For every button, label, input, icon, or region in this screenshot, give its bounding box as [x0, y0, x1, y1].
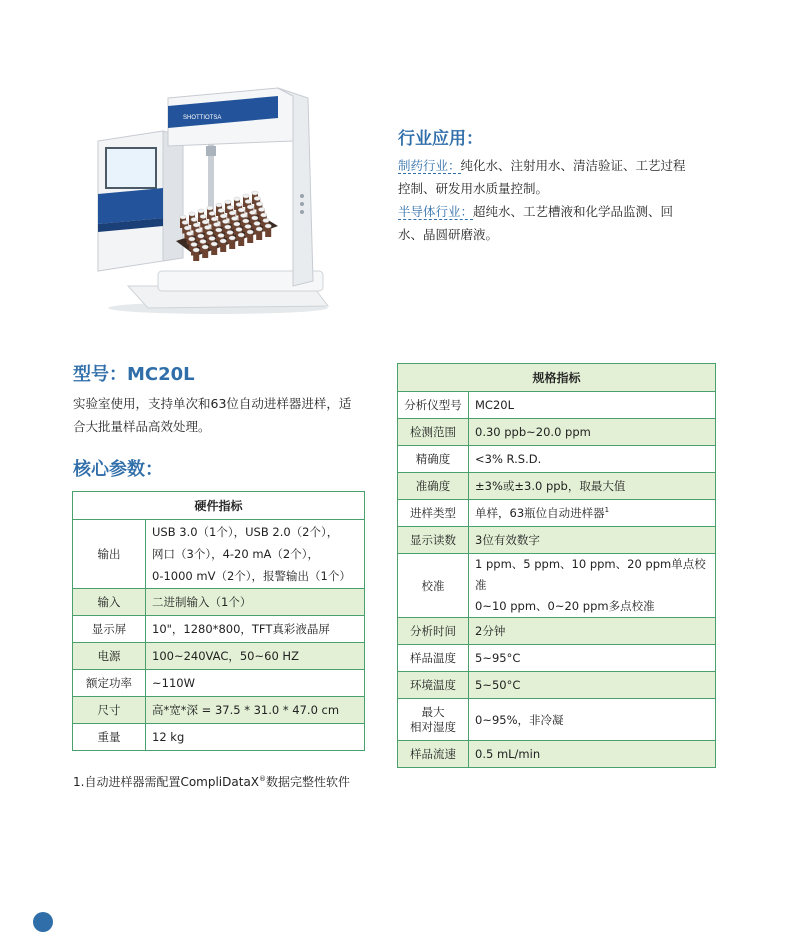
calibration-line1: 1 ppm、5 ppm、10 ppm、20 ppm单点校准: [475, 557, 706, 592]
row-key: 显示屏: [73, 616, 146, 643]
vial-cap: [227, 231, 233, 235]
vial-cap: [220, 214, 226, 218]
vial-cap: [211, 217, 217, 221]
table-row: [73, 697, 365, 724]
calibration-line2: 0~10 ppm、0~20 ppm多点校准: [475, 599, 655, 613]
row-value: 0.30 ppb~20.0 ppm: [469, 419, 716, 446]
pharma-line1: 纯化水、注射用水、清洁验证、工艺过程: [460, 158, 686, 173]
vial-cap: [198, 234, 204, 238]
vial-cap: [252, 191, 258, 195]
row-key: 分析时间: [398, 618, 469, 645]
vial-cap: [207, 231, 213, 235]
vial-cap: [182, 221, 188, 225]
vial-cap: [234, 197, 240, 201]
semi-line1: 超纯水、工艺槽液和化学品监测、回: [473, 204, 674, 219]
vial-cap: [218, 234, 224, 238]
vial-cap: [193, 248, 199, 252]
row-key: 分析仪型号: [398, 392, 469, 419]
product-image: [88, 86, 338, 316]
industry-body: [398, 154, 728, 246]
vial-cap: [193, 223, 199, 227]
table-row: [398, 741, 716, 768]
humidity-key-line1: 最大: [421, 704, 445, 719]
output-line1: USB 3.0（1个），USB 2.0（2个），: [152, 525, 339, 539]
vial-cap: [229, 211, 235, 215]
vial-cap: [249, 211, 255, 215]
hardware-header: 硬件指标: [73, 492, 365, 520]
row-key: 额定功率: [73, 670, 146, 697]
row-value: 0.5 mL/min: [469, 741, 716, 768]
table-row: [73, 589, 365, 616]
row-value: ±3%或±3.0 ppb，取最大值: [469, 473, 716, 500]
pharma-line2: 控制、研发用水质量控制。: [398, 181, 549, 196]
device-brand: SHOTTIOTSA: [183, 115, 222, 121]
vial-cap: [204, 226, 210, 230]
table-row: [398, 473, 716, 500]
table-row: [73, 670, 365, 697]
row-value: 高*宽*深 = 37.5 * 31.0 * 47.0 cm: [146, 697, 365, 724]
vial-cap: [227, 206, 233, 210]
vial-cap: [195, 229, 201, 233]
table-row: [398, 618, 716, 645]
vial-cap: [256, 202, 262, 206]
row-value: [469, 500, 716, 527]
row-value: 2分钟: [469, 618, 716, 645]
vial-cap: [218, 209, 224, 213]
model-title: 型号：MC20L: [73, 364, 195, 385]
vial-cap: [263, 219, 269, 223]
table-row: [398, 527, 716, 554]
humidity-key-line2: 相对湿度: [410, 719, 456, 734]
vial-cap: [186, 232, 192, 236]
table-row: [73, 520, 365, 589]
row-key: 检测范围: [398, 419, 469, 446]
vial-cap: [189, 212, 195, 216]
vial-cap: [236, 203, 242, 207]
vial-cap: [240, 214, 246, 218]
vial-cap: [191, 243, 197, 247]
row-key: 输出: [73, 520, 146, 589]
vial-cap: [209, 237, 215, 241]
vial-cap: [216, 203, 222, 207]
row-key: 校准: [398, 554, 469, 618]
row-key: 电源: [73, 643, 146, 670]
vial-cap: [243, 219, 249, 223]
vial-cap: [202, 245, 208, 249]
row-key: 准确度: [398, 473, 469, 500]
vial-cap: [261, 213, 267, 217]
model-desc-line1: 实验室使用，支持单次和63位自动进样器进样，适: [73, 396, 352, 411]
vial-cap: [254, 222, 260, 226]
table-row: [398, 699, 716, 741]
core-title: 核心参数：: [73, 459, 163, 480]
table-row: [398, 554, 716, 618]
table-row: [73, 616, 365, 643]
footnote: [73, 773, 350, 790]
row-value: ~110W: [146, 670, 365, 697]
vial-cap: [213, 223, 219, 227]
vial-cap: [189, 237, 195, 241]
vial-cap: [202, 220, 208, 224]
footnote-ref: 1: [604, 506, 610, 515]
vial-cap: [191, 218, 197, 222]
vial-cap: [211, 242, 217, 246]
vial-cap: [238, 208, 244, 212]
table-row: [398, 645, 716, 672]
row-key: 输入: [73, 589, 146, 616]
vial-cap: [225, 200, 231, 204]
row-value: 100~240VAC，50~60 HZ: [146, 643, 365, 670]
table-row: [73, 643, 365, 670]
vial-cap: [184, 226, 190, 230]
footnote-text-before: 1.自动进样器需配置CompliDataX: [73, 775, 260, 789]
vial-cap: [245, 225, 251, 229]
vial-cap: [222, 220, 228, 224]
table-row: [398, 672, 716, 699]
vial-cap: [231, 217, 237, 221]
table-row: [398, 446, 716, 473]
vial-cap: [254, 197, 260, 201]
vial-cap: [236, 228, 242, 232]
table-row: [398, 419, 716, 446]
row-value: 0~95%，非冷凝: [469, 699, 716, 741]
row-key: 样品温度: [398, 645, 469, 672]
row-value: [469, 554, 716, 618]
row-key: 显示读数: [398, 527, 469, 554]
table-row: [73, 724, 365, 751]
semi-label: 半导体行业：: [398, 204, 474, 219]
vial-cap: [247, 205, 253, 209]
hardware-table: [72, 491, 365, 751]
page-marker-dot: [33, 912, 53, 932]
row-value: MC20L: [469, 392, 716, 419]
vial-cap: [265, 224, 271, 228]
row-value: 10"，1280*800，TFT真彩液晶屏: [146, 616, 365, 643]
model-desc: [73, 392, 373, 438]
spec-header: 规格指标: [398, 364, 716, 392]
row-value: <3% R.S.D.: [469, 446, 716, 473]
output-line2: 网口（3个），4-20 mA（2个），: [152, 547, 319, 561]
row-key: [398, 699, 469, 741]
row-value: 5~95°C: [469, 645, 716, 672]
row-value: 二进制输入（1个）: [146, 589, 365, 616]
vial-cap: [229, 236, 235, 240]
vial-cap: [200, 240, 206, 244]
pharma-label: 制药行业：: [398, 158, 461, 173]
row-value: 3位有效数字: [469, 527, 716, 554]
row-key: 重量: [73, 724, 146, 751]
vial-cap: [225, 225, 231, 229]
row-key: 进样类型: [398, 500, 469, 527]
vial-cap: [256, 227, 262, 231]
registered-mark: ®: [259, 775, 267, 783]
vial-cap: [245, 200, 251, 204]
vial-cap: [238, 233, 244, 237]
table-row: [398, 500, 716, 527]
vial-cap: [252, 216, 258, 220]
row-value: [146, 520, 365, 589]
vial-cap: [234, 222, 240, 226]
vial-cap: [180, 215, 186, 219]
row-value: 5~50°C: [469, 672, 716, 699]
output-line3: 0-1000 mV（2个），报警输出（1个）: [152, 569, 351, 583]
vial-cap: [243, 194, 249, 198]
industry-title: 行业应用：: [398, 129, 483, 149]
spec-table: [397, 363, 716, 768]
vial-cap: [220, 239, 226, 243]
vial-cap: [198, 209, 204, 213]
row-key: 精确度: [398, 446, 469, 473]
footnote-text-after: 数据完整性软件: [266, 775, 351, 789]
vial-cap: [258, 208, 264, 212]
row-key: 尺寸: [73, 697, 146, 724]
row-key: 环境温度: [398, 672, 469, 699]
semi-line2: 水、晶圆研磨液。: [398, 227, 499, 242]
sample-type-text: 单样，63瓶位自动进样器: [475, 506, 605, 520]
vial-cap: [200, 215, 206, 219]
model-desc-line2: 合大批量样品高效处理。: [73, 419, 211, 434]
vial-tray: [176, 191, 278, 261]
vial-cap: [247, 230, 253, 234]
row-value: 12 kg: [146, 724, 365, 751]
vial-cap: [207, 206, 213, 210]
row-key: 样品流速: [398, 741, 469, 768]
vial-cap: [216, 228, 222, 232]
vial-cap: [209, 212, 215, 216]
table-row: [398, 392, 716, 419]
